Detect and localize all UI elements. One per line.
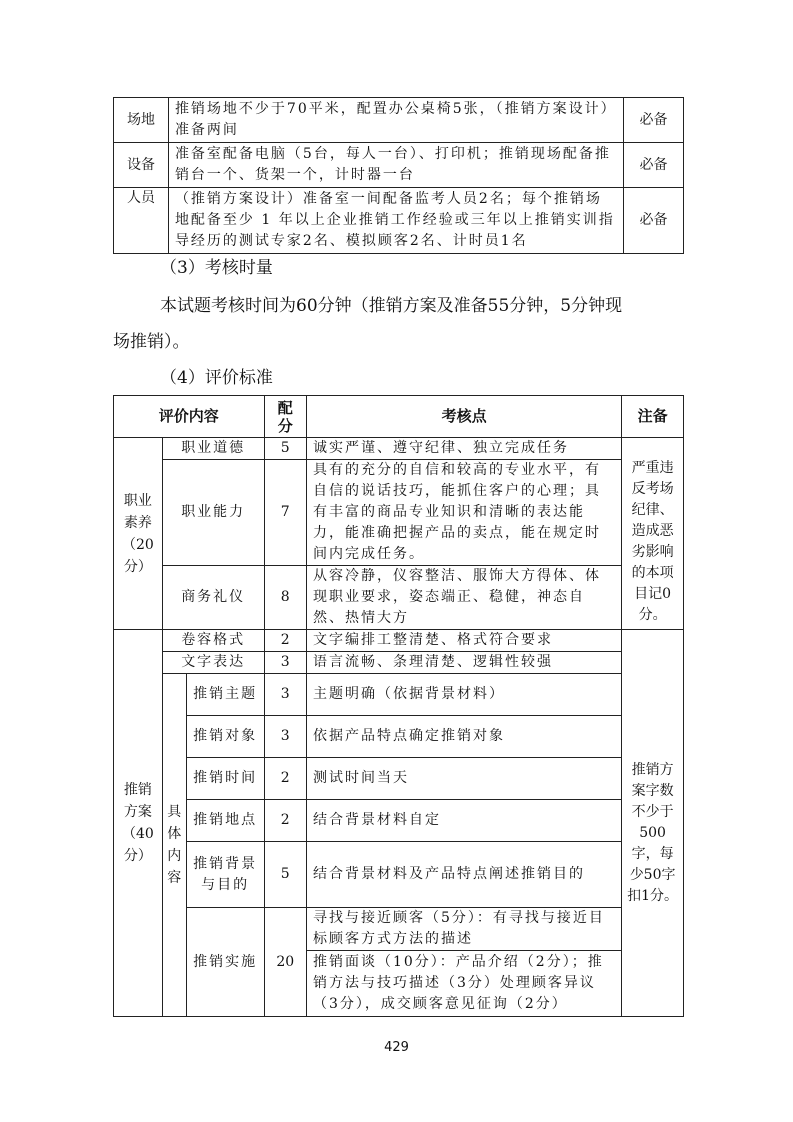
criteria-score: 5 bbox=[264, 438, 306, 460]
table-row bbox=[114, 674, 684, 716]
group1-note: 严重违反考场纪律、造成恶劣影响的本项目记0分。 bbox=[622, 438, 684, 630]
criteria-score: 3 bbox=[264, 716, 306, 758]
group1-label: 职业素养（20分） bbox=[114, 438, 163, 630]
criteria-item: 推销地点 bbox=[186, 800, 264, 842]
criteria-item: 职业能力 bbox=[162, 460, 264, 566]
section4-heading: （4）评价标准 bbox=[160, 368, 273, 388]
table-row bbox=[114, 143, 684, 188]
criteria-points: 推销面谈（10分）：产品介绍（2分）；推销方法与技巧描述（3分）处理顾客异议（3分），成交顾客意见征询（2分） bbox=[306, 951, 621, 1017]
header-row bbox=[114, 396, 684, 438]
criteria-score: 2 bbox=[264, 758, 306, 800]
section3-text-line2: 场推销）。 bbox=[113, 332, 190, 352]
criteria-item: 推销背景与目的 bbox=[186, 842, 264, 908]
resource-req: 必备 bbox=[624, 188, 684, 254]
table-row bbox=[114, 98, 684, 143]
table-row bbox=[114, 842, 684, 908]
resource-desc: 推销场地不少于70平米，配置办公桌椅5张，（推销方案设计）准备两间 bbox=[168, 98, 623, 143]
page-number: 429 bbox=[384, 1040, 409, 1055]
criteria-points: 寻找与接近顾客（5分）：有寻找与接近目标顾客方式方法的描述 bbox=[306, 908, 621, 951]
criteria-item: 推销主题 bbox=[186, 674, 264, 716]
table-row bbox=[114, 566, 684, 630]
table-row bbox=[114, 460, 684, 566]
criteria-score: 3 bbox=[264, 652, 306, 674]
criteria-item: 商务礼仪 bbox=[162, 566, 264, 630]
criteria-item: 文字表达 bbox=[162, 652, 264, 674]
header-score: 配分 bbox=[264, 396, 306, 438]
header-note: 注备 bbox=[622, 396, 684, 438]
criteria-points: 从容冷静，仪容整洁、服饰大方得体、体现职业要求，姿态端正、稳健，神态自然、热情大方 bbox=[306, 566, 621, 630]
table-row bbox=[114, 758, 684, 800]
table-row bbox=[114, 652, 684, 674]
group2-note: 推销方案字数不少于500字，每少50字扣1分。 bbox=[622, 630, 684, 1017]
resources-table bbox=[113, 97, 684, 254]
table-row bbox=[114, 630, 684, 652]
header-points: 考核点 bbox=[306, 396, 621, 438]
table-row bbox=[114, 188, 684, 254]
criteria-score: 20 bbox=[264, 908, 306, 1017]
criteria-points: 结合背景材料自定 bbox=[306, 800, 621, 842]
criteria-item: 推销实施 bbox=[186, 908, 264, 1017]
criteria-points: 诚实严谨、遵守纪律、独立完成任务 bbox=[306, 438, 621, 460]
table-row bbox=[114, 800, 684, 842]
header-content: 评价内容 bbox=[114, 396, 265, 438]
resource-item: 设备 bbox=[114, 143, 169, 188]
criteria-points: 具有的充分的自信和较高的专业水平，有自信的说话技巧，能抓住客户的心理；具有丰富的商品专业知识和清晰的表达能力，能准确把握产品的卖点，能在规定时间内完成任务。 bbox=[306, 460, 621, 566]
criteria-points: 文字编排工整清楚、格式符合要求 bbox=[306, 630, 621, 652]
criteria-score: 2 bbox=[264, 800, 306, 842]
criteria-points: 测试时间当天 bbox=[306, 758, 621, 800]
criteria-points: 主题明确（依据背景材料） bbox=[306, 674, 621, 716]
criteria-score: 3 bbox=[264, 674, 306, 716]
resource-req: 必备 bbox=[624, 98, 684, 143]
resource-item: 场地 bbox=[114, 98, 169, 143]
resource-desc: （推销方案设计）准备室一间配备监考人员2名；每个推销场地配备至少 1 年以上企业推销工作经验或三年以上推销实训指导经历的测试专家2名、模拟顾客2名、计时员1名 bbox=[168, 188, 623, 254]
section3-heading: （3）考核时量 bbox=[160, 258, 273, 278]
section3-text-line1: 本试题考核时间为60分钟（推销方案及准备55分钟，5分钟现 bbox=[160, 296, 623, 316]
criteria-score: 8 bbox=[264, 566, 306, 630]
table-row bbox=[114, 908, 684, 951]
group2-label: 推销方案（40分） bbox=[114, 630, 163, 1017]
criteria-item: 职业道德 bbox=[162, 438, 264, 460]
criteria-points: 依据产品特点确定推销对象 bbox=[306, 716, 621, 758]
criteria-table bbox=[113, 395, 684, 1017]
criteria-points: 语言流畅、条理清楚、逻辑性较强 bbox=[306, 652, 621, 674]
criteria-score: 7 bbox=[264, 460, 306, 566]
resource-desc: 准备室配备电脑（5台，每人一台）、打印机；推销现场配备推销台一个、货架一个，计时器一台 bbox=[168, 143, 623, 188]
resource-item: 人员 bbox=[114, 188, 169, 254]
criteria-score: 2 bbox=[264, 630, 306, 652]
sub-group-label: 具体内容 bbox=[162, 674, 186, 1017]
resource-req: 必备 bbox=[624, 143, 684, 188]
table-row bbox=[114, 716, 684, 758]
criteria-item: 推销对象 bbox=[186, 716, 264, 758]
criteria-score: 5 bbox=[264, 842, 306, 908]
table-row bbox=[114, 438, 684, 460]
criteria-item: 推销时间 bbox=[186, 758, 264, 800]
criteria-item: 卷容格式 bbox=[162, 630, 264, 652]
criteria-points: 结合背景材料及产品特点阐述推销目的 bbox=[306, 842, 621, 908]
